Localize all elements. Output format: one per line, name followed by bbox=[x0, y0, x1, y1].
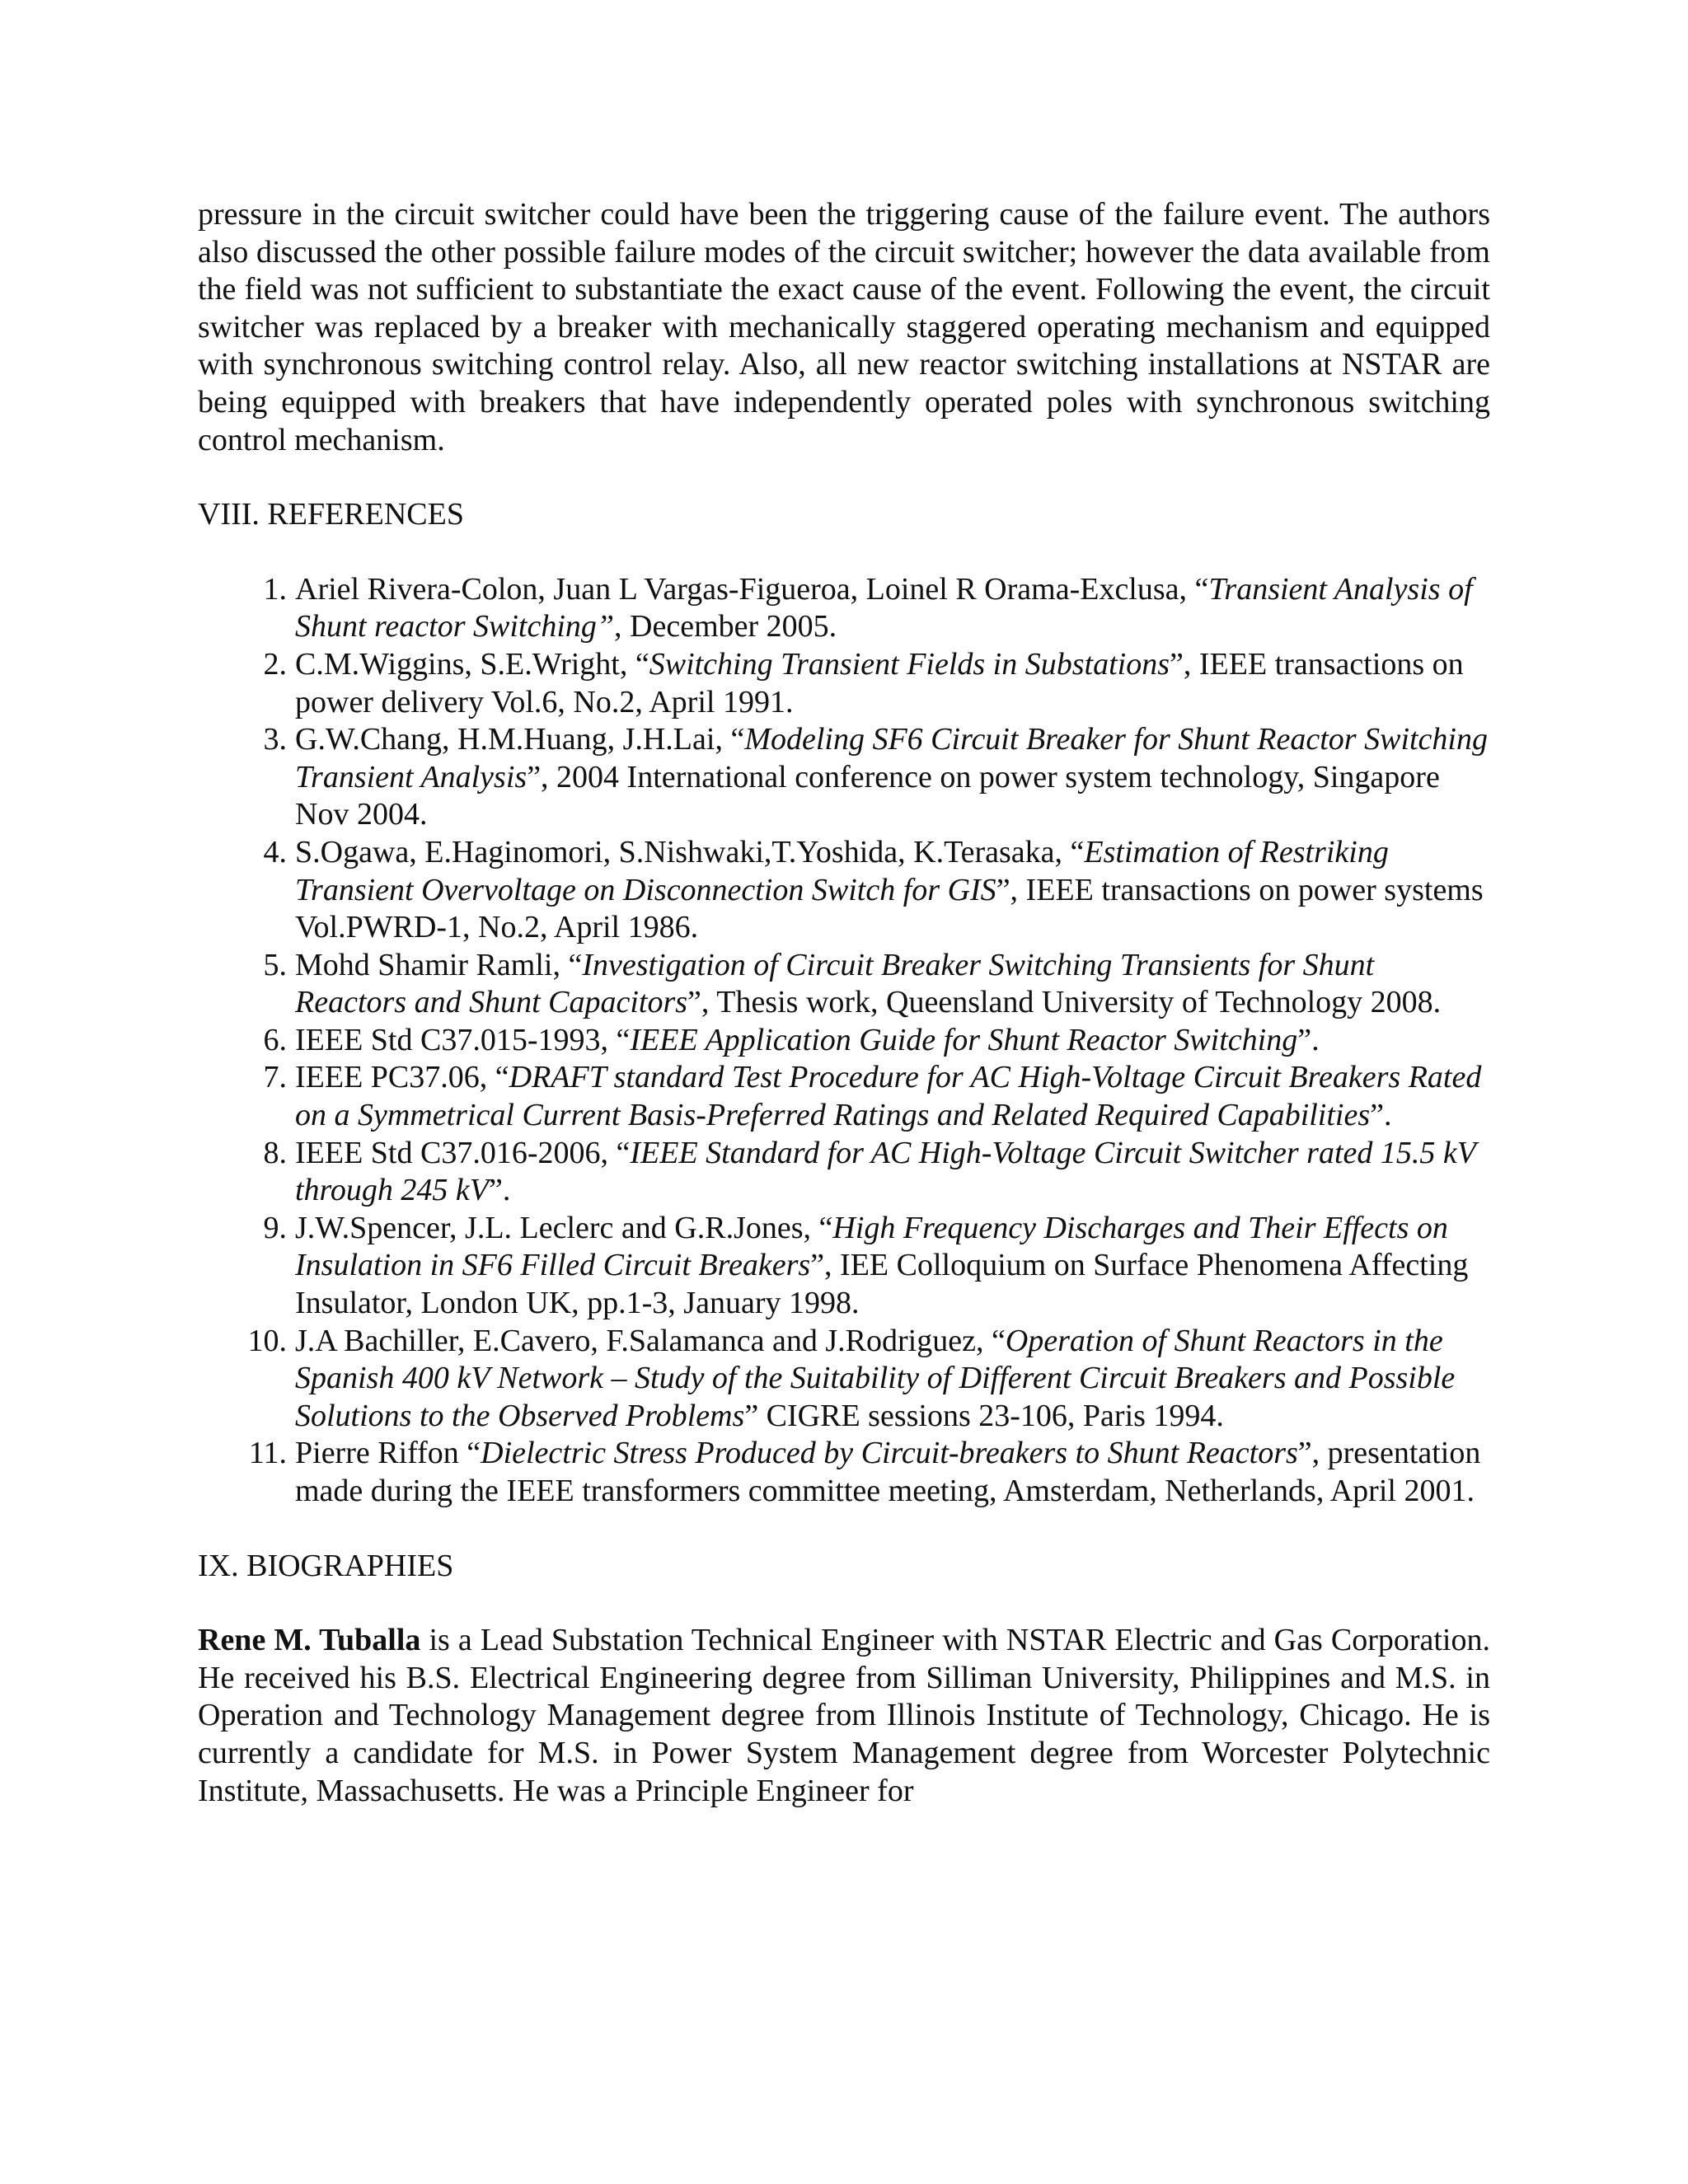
reference-number: 3. bbox=[263, 722, 287, 757]
reference-number: 1. bbox=[263, 571, 287, 607]
reference-title: IEEE Standard for AC High-Voltage Circuit Switcher rated 15.5 kV through 245 kV bbox=[295, 1135, 1476, 1208]
reference-item bbox=[198, 834, 1490, 947]
reference-number: 7. bbox=[263, 1060, 287, 1095]
spacer bbox=[198, 1511, 1490, 1548]
reference-pre: G.W.Chang, H.M.Huang, J.H.Lai, “ bbox=[295, 722, 745, 757]
references-heading: VIII. REFERENCES bbox=[198, 497, 464, 532]
spacer bbox=[198, 1585, 1490, 1622]
reference-post: ”, presentation made during the IEEE transformers committee meeting, Amsterdam, Netherlands, April 2001. bbox=[295, 1436, 1481, 1508]
reference-item bbox=[198, 1210, 1490, 1323]
reference-number: 11. bbox=[248, 1436, 287, 1471]
reference-number: 10. bbox=[247, 1323, 287, 1358]
reference-item bbox=[198, 571, 1490, 646]
reference-post: , December 2005. bbox=[614, 609, 837, 644]
reference-pre: C.M.Wiggins, S.E.Wright, “ bbox=[295, 646, 649, 682]
reference-post: ”, IEEE transactions on power delivery Vol.6, No.2, April 1991. bbox=[295, 646, 1464, 719]
reference-title: Transient Analysis of Shunt reactor Switching” bbox=[295, 571, 1473, 644]
biography-name: Rene M. Tuballa bbox=[198, 1623, 421, 1658]
reference-post: ”, 2004 International conference on power system technology, Singapore Nov 2004. bbox=[295, 759, 1440, 832]
reference-pre: Ariel Rivera-Colon, Juan L Vargas-Figueroa, Loinel R Orama-Exclusa, “ bbox=[295, 571, 1209, 607]
reference-post: ”. bbox=[1297, 1022, 1320, 1057]
reference-title: Dielectric Stress Produced by Circuit-breakers to Shunt Reactors bbox=[481, 1436, 1298, 1471]
reference-pre: IEEE Std C37.016-2006, “ bbox=[295, 1135, 631, 1170]
reference-title: Estimation of Restriking Transient Overvoltage on Disconnection Switch for GIS bbox=[295, 834, 1389, 907]
reference-post: ”. bbox=[1370, 1098, 1392, 1133]
reference-title: Operation of Shunt Reactors in the Spanish 400 kV Network – Study of the Suitability of Different Circuit Breakers and Possible Solutions to the Observed Problems bbox=[295, 1323, 1456, 1433]
reference-number: 6. bbox=[263, 1022, 287, 1057]
reference-number: 5. bbox=[263, 947, 287, 982]
reference-item bbox=[198, 1323, 1490, 1436]
reference-title: Modeling SF6 Circuit Breaker for Shunt Reactor Switching Transient Analysis bbox=[295, 722, 1488, 794]
reference-post: ”, IEE Colloquium on Surface Phenomena Affecting Insulator, London UK, pp.1-3, January 1998. bbox=[295, 1248, 1469, 1321]
reference-item bbox=[198, 947, 1490, 1022]
reference-item bbox=[198, 1435, 1490, 1510]
reference-item bbox=[198, 1135, 1490, 1210]
reference-list bbox=[198, 571, 1490, 1511]
reference-item bbox=[198, 1059, 1490, 1134]
reference-title: Switching Transient Fields in Substations bbox=[649, 646, 1170, 682]
reference-post: ” CIGRE sessions 23-106, Paris 1994. bbox=[744, 1398, 1224, 1433]
reference-item bbox=[198, 1022, 1490, 1060]
reference-post: ”. bbox=[489, 1173, 511, 1208]
biography-text: is a Lead Substation Technical Engineer with NSTAR Electric and Gas Corporation. He received his B.S. Electrical Engineering degree from Silliman University, Philippines and M.S. in Operation and Technology Management degree from Illinois Institute of Technology, Chicago. He is currently a candidate for M.S. in Power System Management degree from Worcester Polytechnic Institute, Massachusetts. He was a Principle Engineer for bbox=[198, 1623, 1490, 1808]
reference-post: ”, IEEE transactions on power systems Vol.PWRD-1, No.2, April 1986. bbox=[295, 872, 1484, 945]
intro-paragraph: pressure in the circuit switcher could have been the triggering cause of the failure event. The authors also discussed the other possible failure modes of the circuit switcher; however the data available from the field was not sufficient to substantiate the exact cause of the event. Following the event, the circuit switcher was replaced by a breaker with mechanically staggered operating mechanism and equipped with synchronous switching control relay. Also, all new reactor switching installations at NSTAR are being equipped with breakers that have independently operated poles with synchronous switching control mechanism. bbox=[198, 197, 1490, 457]
reference-pre: S.Ogawa, E.Haginomori, S.Nishwaki,T.Yoshida, K.Terasaka, “ bbox=[295, 834, 1085, 869]
spacer bbox=[198, 459, 1490, 496]
reference-pre: Mohd Shamir Ramli, “ bbox=[295, 947, 583, 982]
spacer bbox=[198, 534, 1490, 571]
reference-pre: IEEE PC37.06, “ bbox=[295, 1060, 509, 1095]
reference-number: 2. bbox=[263, 646, 287, 682]
reference-title: High Frequency Discharges and Their Effects on Insulation in SF6 Filled Circuit Breakers bbox=[295, 1210, 1448, 1283]
biography-paragraph bbox=[198, 1622, 1490, 1810]
biographies-heading: IX. BIOGRAPHIES bbox=[198, 1548, 454, 1583]
reference-post: ”, Thesis work, Queensland University of Technology 2008. bbox=[687, 985, 1442, 1020]
reference-title: IEEE Application Guide for Shunt Reactor Switching bbox=[630, 1022, 1298, 1057]
reference-title: Investigation of Circuit Breaker Switching Transients for Shunt Reactors and Shunt Capacitors bbox=[295, 947, 1375, 1020]
reference-pre: J.A Bachiller, E.Cavero, F.Salamanca and J.Rodriguez, “ bbox=[295, 1323, 1006, 1358]
reference-item bbox=[198, 721, 1490, 834]
reference-pre: Pierre Riffon “ bbox=[295, 1436, 481, 1471]
reference-pre: J.W.Spencer, J.L. Leclerc and G.R.Jones, “ bbox=[295, 1210, 833, 1245]
reference-pre: IEEE Std C37.015-1993, “ bbox=[295, 1022, 631, 1057]
reference-number: 8. bbox=[263, 1135, 287, 1170]
reference-title: DRAFT standard Test Procedure for AC High-Voltage Circuit Breakers Rated on a Symmetrical Current Basis-Preferred Ratings and Related Required Capabilities bbox=[295, 1060, 1482, 1133]
reference-number: 4. bbox=[263, 834, 287, 869]
reference-item bbox=[198, 646, 1490, 721]
reference-number: 9. bbox=[263, 1210, 287, 1245]
